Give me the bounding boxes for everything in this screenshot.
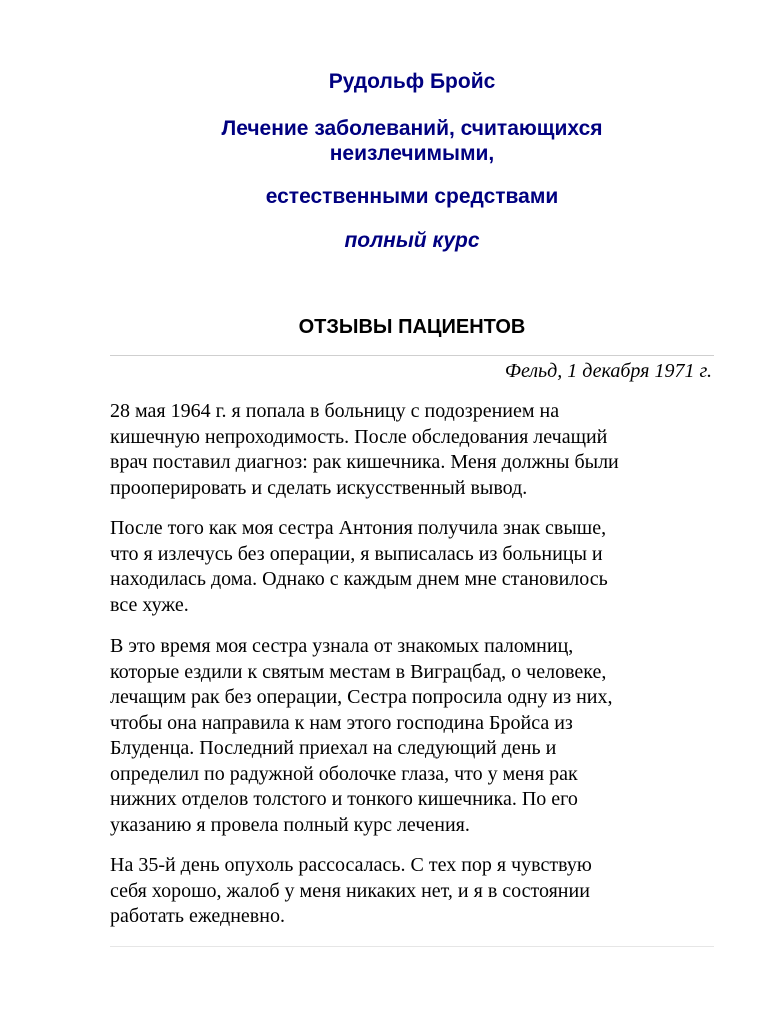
paragraph: На 35-й день опухоль рассосалась. С тех пор я чувствую себя хорошо, жалоб у меня никаких нет, и я в состоянии работать ежедневно.	[110, 854, 592, 927]
bottom-divider	[110, 946, 714, 947]
paragraph: 28 мая 1964 г. я попала в больницу с подозрением на кишечную непроходимость. После обследования лечащий врач поставил диагноз: рак кишечника. Меня должны были прооперировать и сделать искусственный вывод.	[110, 400, 619, 499]
author-name: Рудольф Бройс	[328, 70, 496, 93]
section-heading: ОТЗЫВЫ ПАЦИЕНТОВ	[298, 316, 526, 338]
top-divider	[110, 355, 714, 356]
dateline: Фельд, 1 декабря 1971 г.	[504, 360, 712, 382]
paragraph: В это время моя сестра узнала от знакомых паломниц, которые ездили к святым местам в Виграцбад, о человеке, лечащим рак без операции, Сестра попросила одну из них, чтобы она направила к нам этого господина Бройса из Блуденца. Последний приехал на следующий день и определил по радужной оболочке глаза, что у меня рак нижних отделов толстого и тонкого кишечника. По его указанию я провела полный курс лечения.	[110, 635, 613, 836]
paragraph: После того как моя сестра Антония получила знак свыше, что я излечусь без операции, я выписалась из больницы и находилась дома. Однако с каждым днем мне становилось все хуже.	[110, 517, 608, 616]
book-title: Лечение заболеваний, считающихся неизлечимыми,	[221, 117, 603, 165]
course-label: полный курс	[344, 229, 480, 252]
book-subtitle: естественными средствами	[265, 185, 559, 208]
